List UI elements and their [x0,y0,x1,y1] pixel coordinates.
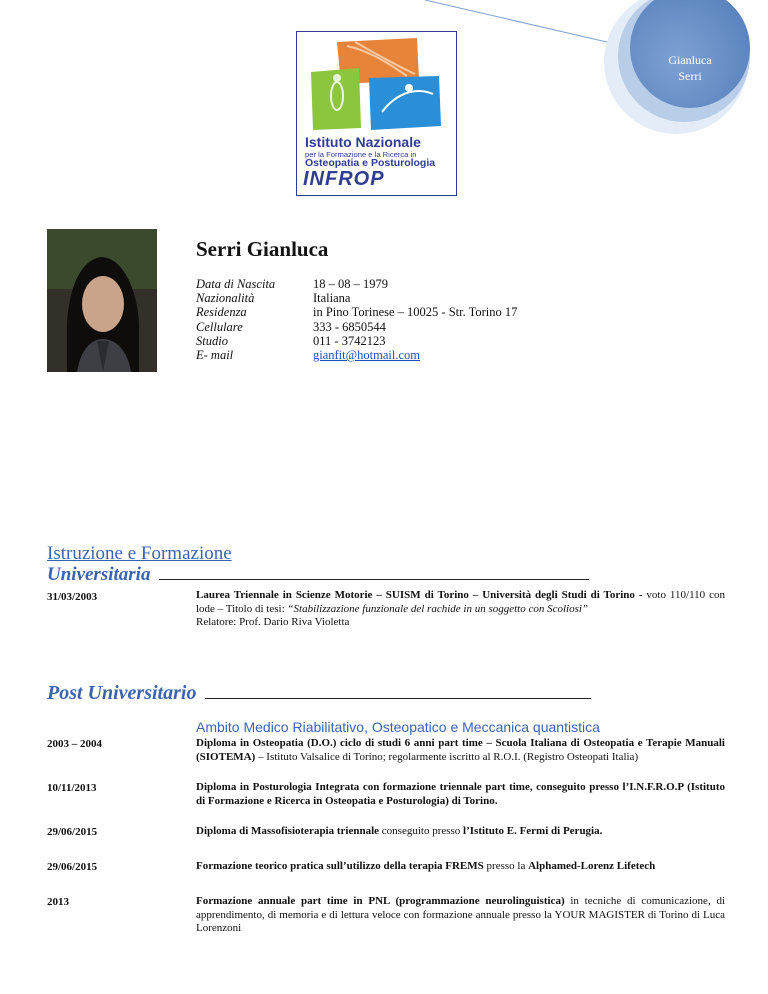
candidate-name: Serri Gianluca [196,237,329,261]
entry-title: Diploma in Posturologia Integrata con formazione triennale part time, conseguito presso l’I.N.F.R.O.P (Istituto di Formazione e Ricerca in Osteopatia e Posturologia) di Torino. [196,781,725,807]
corner-first-name: Gianluca [668,53,712,67]
institute-logo [296,31,457,196]
subsection-heading: Ambito Medico Riabilitativo, Osteopatico e Meccanica quantistica [196,719,600,735]
logo-subtitle-2: Osteopatia e Posturologia [305,157,436,169]
logo-subtitle: per la Formazione e la Ricerca in [305,150,417,159]
post-entry [196,737,725,764]
info-label: E- mail [196,348,234,363]
info-label: Residenza [196,305,247,320]
profile-photo [47,229,157,372]
section-heading-university [47,564,589,586]
section-heading-post-university [47,682,591,705]
post-heading-text: Post Universitario [47,682,197,704]
entry-text: voto 110/110 con lode – Titolo di tesi: [196,589,725,615]
info-row-mobile [196,320,517,334]
entry-date: 10/11/2013 [47,782,97,794]
university-heading-text: Universitaria [47,564,151,585]
entry-supervisor: Relatore: Prof. Dario Riva Violetta [196,616,350,629]
section-heading-education: Istruzione e Formazione [47,543,232,564]
info-label: Cellulare [196,319,243,334]
post-entry [196,781,725,808]
entry-text: in tecniche di comunicazione, di apprendimento, di memoria e di lettura veloce con formazione annuale presso la YOUR MAGISTER di Torino di Luca Lorenzoni [196,895,725,935]
personal-info [196,277,517,362]
post-entry [196,895,725,936]
entry-text: presso la [483,860,529,872]
entry-date: 29/06/2015 [47,861,98,873]
info-row-birth [196,277,517,291]
entry-institution: Alphamed-Lorenz Lifetech [528,860,656,872]
thesis-title: “Stabilizzazione funzionale del rachide in un soggetto con Scoliosi” [287,602,589,615]
entry-title: Formazione teorico pratica sull’utilizzo della terapia FREMS [196,860,484,872]
info-label: Data di Nascita [196,277,276,291]
entry-date: 2003 – 2004 [47,738,102,750]
entry-date: 29/06/2015 [47,826,98,838]
logo-graphic-icon [297,32,456,136]
logo-title: Istituto Nazionale [305,134,421,150]
heading-rule [205,697,591,699]
logo-brand: INFROP [303,168,385,190]
entry-title: Diploma di Massofisioterapia triennale [196,825,380,837]
entry-date: 2013 [47,896,69,908]
corner-badge-name [640,52,740,84]
info-value: 333 - 6850544 [313,319,386,334]
heading-rule [159,578,589,580]
info-value: 18 – 08 – 1979 [313,277,388,291]
info-value: in Pino Torinese – 10025 - Str. Torino 17 [313,305,518,320]
info-label: Nazionalità [196,291,255,306]
info-row-residence [196,305,517,319]
post-entry [196,860,725,874]
entry-institution: l’Istituto E. Fermi di Perugia. [463,825,603,837]
portrait-icon [47,229,157,372]
entry-text: conseguito presso [379,825,464,837]
info-value: Italiana [313,291,351,306]
education-entry [196,589,725,630]
entry-title: Formazione annuale part time in PNL (programmazione neurolinguistica) [196,895,565,907]
entry-text: – Istituto Valsalice di Torino; regolarmente iscritto al R.O.I. (Registro Osteopati Italia) [255,750,639,763]
info-row-email [196,348,517,362]
corner-last-name: Serri [678,69,702,83]
entry-title: Laurea Triennale in Scienze Motorie – SUISM di Torino – Università degli Studi di Torino - [196,589,643,601]
info-row-office [196,334,517,348]
entry-title: Diploma in Osteopatia (D.O.) ciclo di studi 6 anni part time – Scuola Italiana di Osteopatia e Terapie Manuali (SIOTEMA) [196,737,725,763]
post-entry [196,825,725,839]
info-row-nationality [196,291,517,305]
info-label: Studio [196,333,228,348]
info-value: 011 - 3742123 [313,333,386,348]
entry-date: 31/03/2003 [47,591,98,603]
email-link[interactable]: gianfit@hotmail.com [313,348,420,363]
